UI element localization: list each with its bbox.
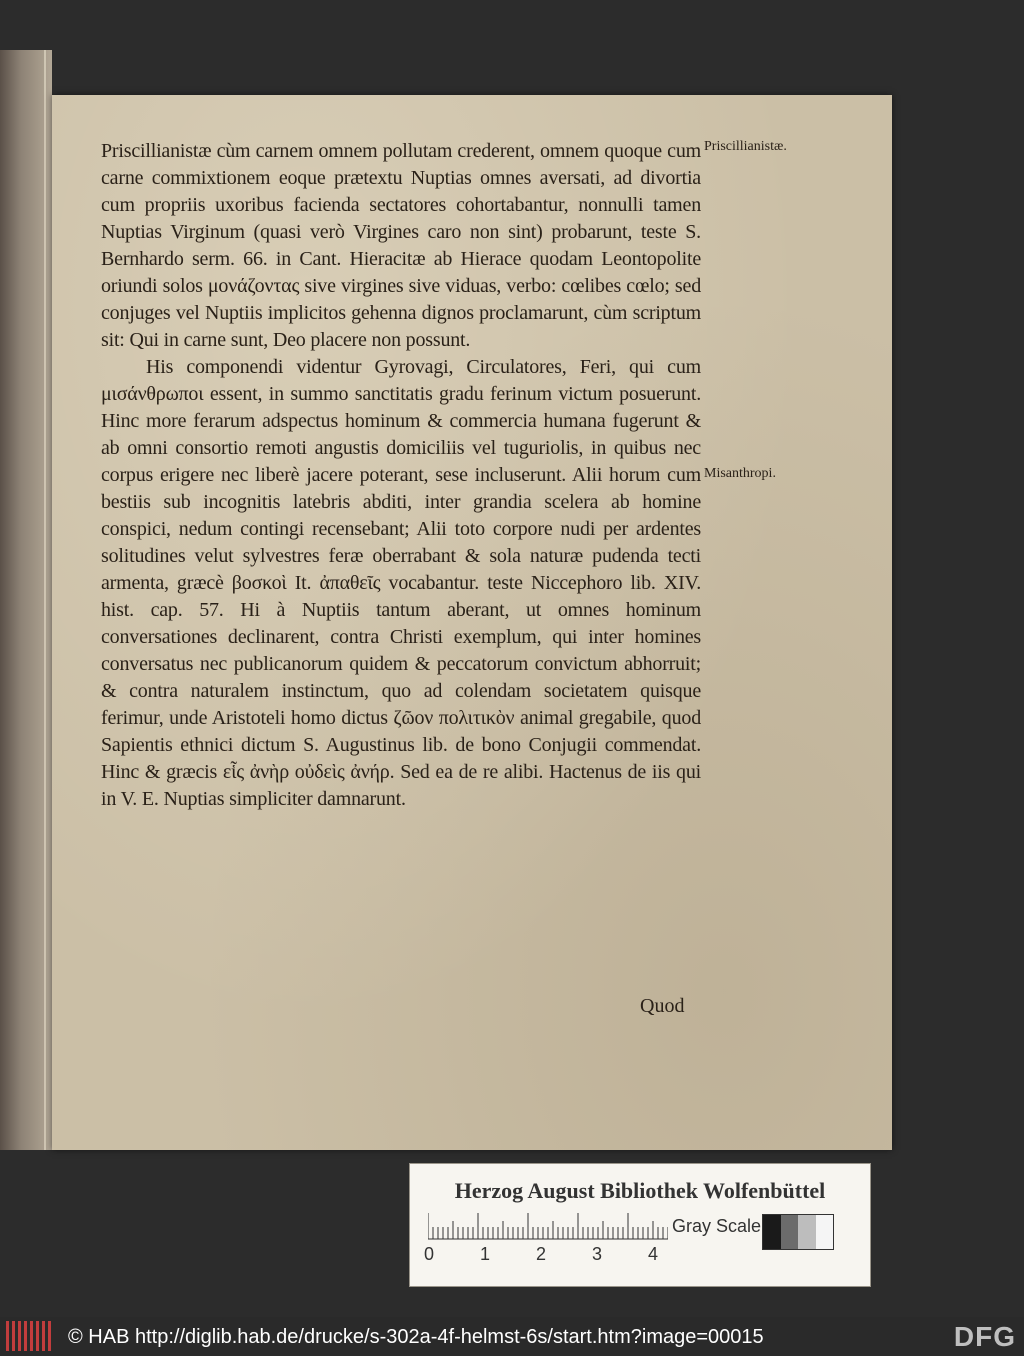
margin-note-misanthropi: Misanthropi. — [704, 466, 776, 481]
catchword: Quod — [640, 995, 685, 1017]
margin-note-priscillianistae: Priscillianistæ. — [704, 139, 787, 154]
gray-swatch — [816, 1215, 834, 1249]
scale-number: 4 — [648, 1244, 659, 1264]
barcode-icon — [6, 1321, 51, 1351]
paragraph-priscillianists: Priscillianistæ cùm carnem omnem pollutam crederent, omnem quoque cum carne commixtionem eoque prætextu Nuptias omnes aversati, ad divortia cum propriis uxoribus facienda sectatores cohortabantur, nonnulli tamen Nuptias Virginum (quasi verò Virgines caro non sint) probarunt, teste S. Bernhardo serm. 66. in Cant. Hieracitæ ab Hierace quodam Leontopolite oriundi solos μονάζοντας sive virgines sive viduas, verbo: cœlibes cœlo; sed conjuges vel Nuptiis implicitos gehenna dignos proclamarunt, cùm scriptum sit: Qui in carne sunt, Deo placere non possunt. — [101, 140, 701, 351]
library-color-card — [409, 1163, 871, 1287]
gray-swatch — [763, 1215, 781, 1249]
scale-number: 3 — [592, 1244, 603, 1264]
dfg-logo: DFG — [953, 1321, 1016, 1352]
page-text — [101, 138, 701, 813]
scale-ruler — [428, 1212, 668, 1240]
gray-scale-swatches — [762, 1214, 834, 1250]
scale-number: 2 — [536, 1244, 547, 1264]
gray-swatch — [781, 1215, 799, 1249]
paragraph-gyrovagi: His componendi videntur Gyrovagi, Circulatores, Feri, qui cum μισάνθρωποι essent, in summo sanctitatis gradu ferinum victum posuerunt. Hinc more ferarum adspectus hominum & commercia humana fugerunt & ab omni consortio remoti angustis domiciliis vel tuguriolis, in quibus nec corpus erigere nec liberè jacere poterant, sese incluserunt. Alii horum cum bestiis sub incognitis latebris abditi, inter grandia scelera ab homine conspici, nedum contingi recensebant; Alii toto corpore nudi per ardentes solitudines velut sylvestres feræ oberrabant & sola naturæ pudenda tecti armenta, græcè βοσκοὶ It. ἀπαθεῖς vocabantur. teste Niccephoro lib. XIV. hist. cap. 57. Hi à Nuptiis tantum aberant, ut omnes hominum conversationes declinarent, contra Christi exemplum, qui inter homines conversatus nec publicanorum quidem & peccatorum convictum abhorruit; & contra naturalem instinctum, quo ad colendam societatem quisque ferimur, unde Aristoteli homo dictus ζῶον πολιτικὸν animal gregabile, quod Sapientis ethnici dictum S. Augustinus lib. de bono Conjugii commendat. Hinc & græcis εἷς ἀνὴρ οὐδεὶς ἀνήρ. Sed ea de re alibi. Hactenus de iis qui in V. E. Nuptias simpliciter damnarunt. — [101, 356, 701, 810]
scale-number: 1 — [480, 1244, 491, 1264]
scale-numbers — [424, 1244, 684, 1268]
library-name: Herzog August Bibliothek Wolfenbüttel — [454, 1178, 826, 1203]
gray-swatch — [798, 1215, 816, 1249]
facing-page-edge — [0, 50, 52, 1150]
viewer-footer — [0, 1317, 1024, 1356]
copyright-url[interactable]: © HAB http://diglib.hab.de/drucke/s-302a-4f-helmst-6s/start.htm?image=00015 — [68, 1326, 764, 1348]
gray-scale-label: Gray Scale — [672, 1216, 762, 1236]
scale-number: 0 — [424, 1244, 435, 1264]
